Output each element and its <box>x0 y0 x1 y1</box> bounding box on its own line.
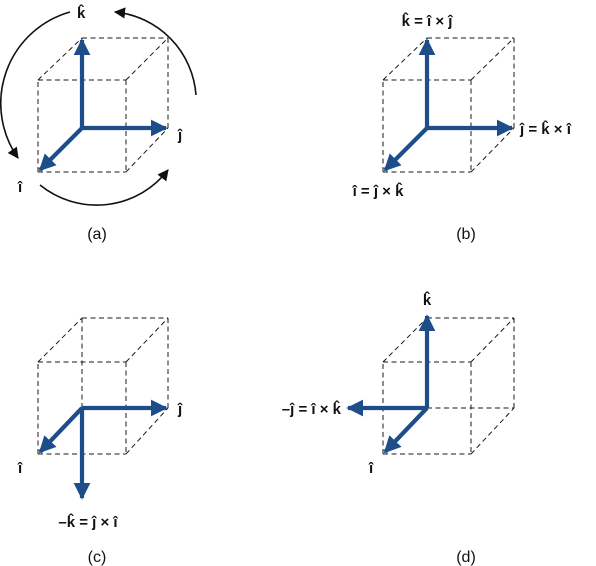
panel-b-i-vector <box>385 128 427 170</box>
panel-b-label-k: k̂ = î × ĵ <box>401 13 453 30</box>
panel-c-caption: (c) <box>87 549 107 566</box>
panel-b-label-j: ĵ = k̂ × î <box>520 121 571 138</box>
panel-a-rotation-arrow-k-to-i <box>1 12 70 158</box>
panel-b-label-i: î = ĵ × k̂ <box>352 183 404 200</box>
panel-b <box>352 11 572 243</box>
panel-d-label-i: î <box>369 460 374 477</box>
panel-d <box>282 290 514 566</box>
panel-a-rotation-arrow-j-to-k <box>115 12 196 95</box>
panel-d-i-vector <box>385 408 427 452</box>
panel-c-i-vector <box>40 408 82 452</box>
panel-a-label-i: î <box>18 179 23 196</box>
panel-a-i-vector <box>40 128 82 170</box>
panel-a-label-j: ĵ <box>178 127 183 144</box>
panel-c-label-j: ĵ <box>178 401 183 418</box>
panel-d-label-k: k̂ <box>422 292 432 309</box>
panel-b-caption: (b) <box>456 226 476 243</box>
panel-c-label-neg-k: –k̂ = ĵ × î <box>58 514 118 531</box>
panel-c <box>17 318 183 566</box>
panel-d-caption: (d) <box>456 549 476 566</box>
panel-a-rotation-arrow-i-to-j <box>40 170 168 205</box>
panel-c-label-i: î <box>18 460 23 477</box>
panel-a <box>1 3 196 243</box>
panel-a-caption: (a) <box>87 226 107 243</box>
panel-a-label-k: k̂ <box>77 5 86 22</box>
panel-d-label-neg-j: –ĵ = î × k̂ <box>281 401 341 418</box>
